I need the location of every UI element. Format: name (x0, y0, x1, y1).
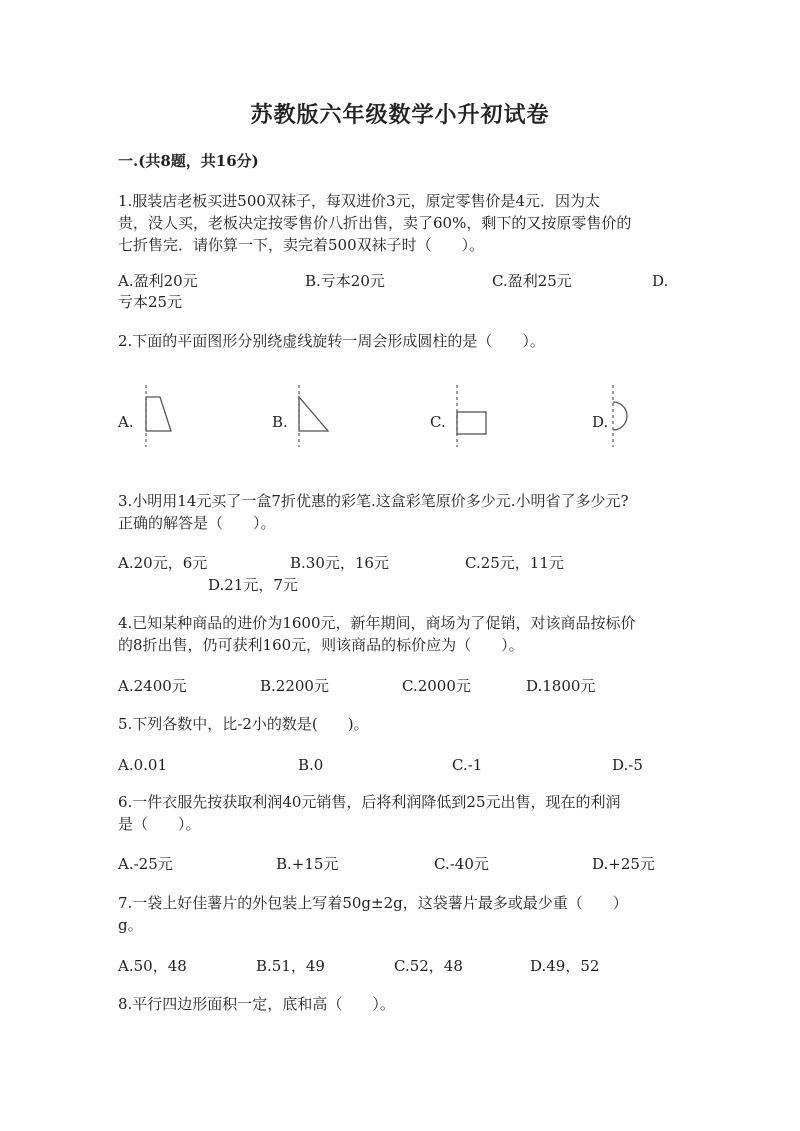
q6-option-b[interactable]: B.+15元 (276, 855, 339, 873)
question-line: g。 (118, 916, 143, 934)
question-6 (118, 791, 678, 835)
question-line: 8.平行四边形面积一定，底和高（ ）。 (118, 995, 395, 1013)
q1-option-a[interactable]: A.盈利20元 (118, 272, 198, 290)
q2-option-c[interactable]: C. (430, 413, 446, 431)
q3-option-c[interactable]: C.25元，11元 (465, 554, 564, 572)
question-line: 是（ ）。 (118, 815, 201, 833)
question-5 (118, 713, 678, 735)
question-2 (118, 330, 678, 352)
right-trapezoid-figure (138, 385, 178, 450)
q7-option-c[interactable]: C.52，48 (394, 957, 463, 975)
question-line: 1.服装店老板买进500双袜子，每双进价3元，原定零售价是4元．因为太 (118, 192, 601, 210)
q4-option-c[interactable]: C.2000元 (402, 677, 471, 695)
q5-option-b[interactable]: B.0 (298, 756, 324, 774)
question-line: 7.一袋上好佳薯片的外包装上写着50g±2g，这袋薯片最多或最少重（ ） (118, 894, 628, 912)
right-triangle-figure (292, 385, 337, 450)
q6-option-a[interactable]: A.-25元 (118, 855, 173, 873)
semicircle-figure (607, 385, 647, 450)
section-heading: 一.(共8题，共16分) (118, 152, 259, 170)
q1-option-b[interactable]: B.亏本20元 (305, 272, 385, 290)
q5-option-a[interactable]: A.0.01 (118, 756, 167, 774)
question-3 (118, 490, 678, 534)
q1-option-c[interactable]: C.盈利25元 (492, 272, 572, 290)
q4-option-d[interactable]: D.1800元 (526, 677, 596, 695)
question-line: 正确的解答是（ ）。 (118, 514, 276, 532)
q5-option-c[interactable]: C.-1 (452, 756, 483, 774)
q5-option-d[interactable]: D.-5 (612, 756, 643, 774)
q7-option-d[interactable]: D.49，52 (530, 957, 600, 975)
page-title: 苏教版六年级数学小升初试卷 (250, 102, 550, 128)
question-1 (118, 190, 678, 256)
question-line: 的8折出售，仍可获利160元，则该商品的标价应为（ ）。 (118, 636, 524, 654)
q2-option-d[interactable]: D. (592, 413, 609, 431)
q7-option-b[interactable]: B.51，49 (256, 957, 325, 975)
q2-option-a[interactable]: A. (118, 413, 134, 431)
q3-option-b[interactable]: B.30元，16元 (290, 554, 389, 572)
q1-option-d[interactable]: D. (652, 272, 669, 290)
q4-option-a[interactable]: A.2400元 (118, 677, 187, 695)
q7-option-a[interactable]: A.50，48 (118, 957, 187, 975)
question-line: 贵，没人买，老板决定按零售价八折出售，卖了60%，剩下的又按原零售价的 (118, 214, 632, 232)
question-line: 2.下面的平面图形分别绕虚线旋转一周会形成圆柱的是（ ）。 (118, 332, 545, 350)
q3-option-d[interactable]: D.21元，7元 (208, 576, 298, 594)
q1-option-d-text: 亏本25元 (118, 293, 183, 311)
question-4 (118, 612, 678, 656)
question-line: 4.已知某种商品的进价为1600元，新年期间，商场为了促销，对该商品按标价 (118, 614, 636, 632)
question-7 (118, 892, 678, 936)
q4-option-b[interactable]: B.2200元 (260, 677, 329, 695)
question-line: 七折售完．请你算一下，卖完着500双袜子时（ ）。 (118, 236, 485, 254)
question-8 (118, 993, 678, 1015)
question-line: 5.下列各数中，比-2小的数是( )。 (118, 715, 369, 733)
q2-option-b[interactable]: B. (272, 413, 288, 431)
question-line: 3.小明用14元买了一盒7折优惠的彩笔.这盒彩笔原价多少元.小明省了多少元? (118, 492, 629, 510)
q6-option-d[interactable]: D.+25元 (592, 855, 655, 873)
q6-option-c[interactable]: C.-40元 (434, 855, 489, 873)
question-line: 6.一件衣服先按获取利润40元销售，后将利润降低到25元出售，现在的利润 (118, 793, 621, 811)
rectangle-figure (450, 385, 495, 450)
q3-option-a[interactable]: A.20元，6元 (118, 554, 208, 572)
